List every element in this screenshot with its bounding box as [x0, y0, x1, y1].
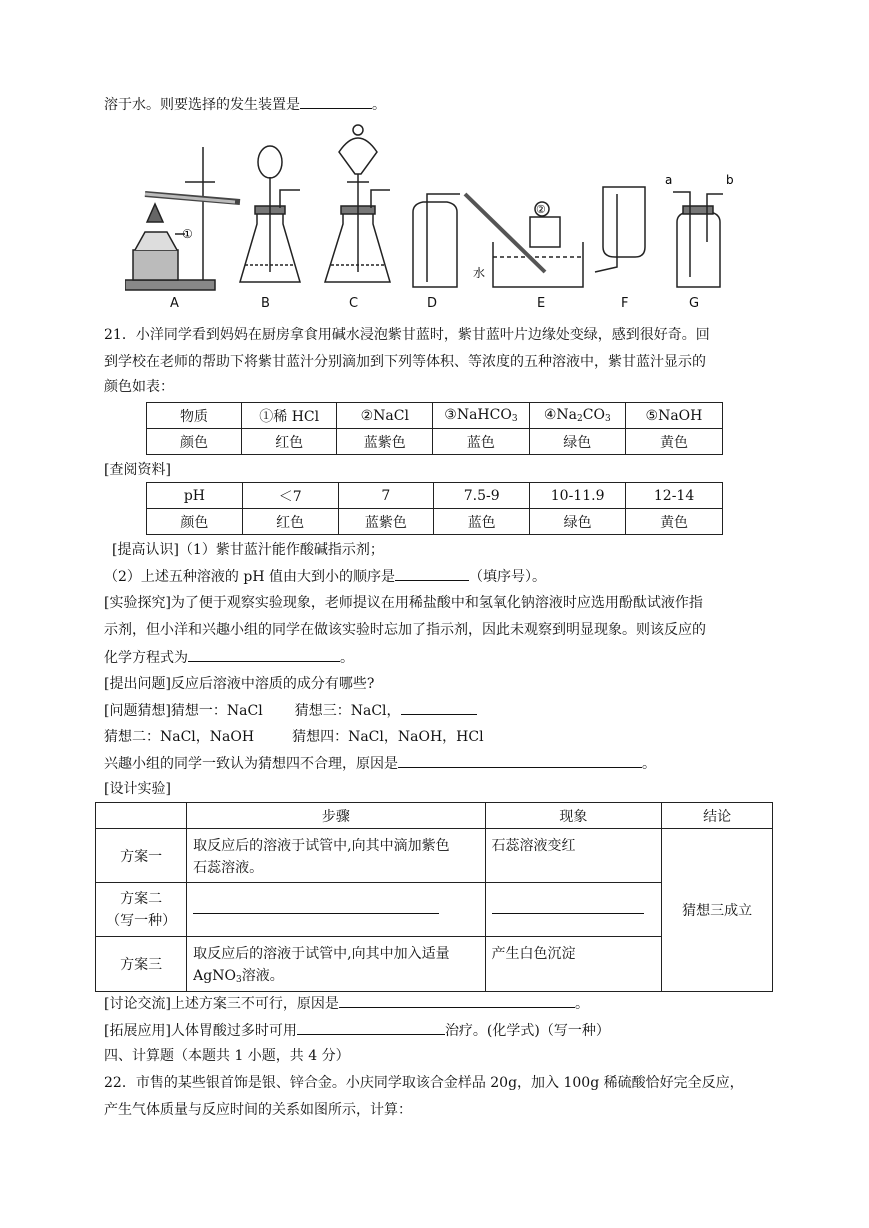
answer-blank [395, 566, 469, 581]
q21-intro-1: 21．小洋同学看到妈妈在厨房拿食用碱水浸泡紫甘蓝时，紫甘蓝叶片边缘处变绿，感到很好奇。回 [104, 327, 710, 343]
section-4-heading: 四、计算题（本题共 1 小题，共 4 分） [104, 1048, 350, 1064]
experiment-design-table [95, 802, 773, 992]
q21-intro-3: 颜色如表： [104, 379, 174, 395]
marker-1: ① [182, 227, 193, 241]
table1-cell: 蓝紫色 [337, 429, 433, 455]
label-b: B [261, 296, 270, 311]
plan-2-label: 方案二 （写一种） [96, 883, 187, 937]
table1-cell: ①稀 HCl [242, 403, 337, 429]
explore-line-2: 示剂，但小洋和兴趣小组的同学在做该实验时忘加了指示剂，因此未观察到明显现象。则该反应的 [104, 622, 706, 638]
table1-cell: 蓝色 [433, 429, 529, 455]
plan-3-step: 取反应后的溶液于试管中,向其中加入适量 AgNO$_3$溶液。 [187, 937, 485, 992]
table2-cell: 黄色 [626, 509, 723, 535]
apparatus-d [413, 194, 460, 287]
extend-line: [拓展应用]人体胃酸过多时可用 治疗。(化学式)（写一种） [104, 1020, 610, 1041]
plan-2-phenomenon [485, 883, 662, 937]
table1-cell: 物质 [147, 403, 242, 429]
plan-3-label: 方案三 [96, 937, 187, 992]
table3-header: 现象 [485, 803, 662, 829]
table1-cell: 绿色 [529, 429, 625, 455]
water-label: 水 [473, 266, 486, 280]
apparatus-b [240, 146, 300, 282]
table2-cell: 颜色 [147, 509, 243, 535]
table2-cell: pH [147, 483, 243, 509]
label-f: F [621, 296, 629, 311]
table1-cell: 颜色 [147, 429, 242, 455]
table2-cell: 7.5-9 [434, 483, 530, 509]
ph-color-table [146, 482, 723, 535]
label-a: A [170, 296, 179, 311]
conclusion-cell: 猜想三成立 [662, 829, 773, 992]
answer-blank [339, 993, 575, 1008]
table2-cell: 12-14 [626, 483, 723, 509]
question-line: [提出问题]反应后溶液中溶质的成分有哪些? [104, 676, 375, 692]
answer-blank [300, 94, 372, 109]
guess-line-1: [问题猜想]猜想一：NaCl 猜想三：NaCl， [104, 700, 477, 721]
insight-line: [提高认识]（1）紫甘蓝汁能作酸碱指示剂； [112, 542, 384, 558]
apparatus-g [673, 192, 723, 287]
reference-title: [查阅资料] [104, 462, 171, 478]
table1-cell: ③NaHCO$_3$ [433, 403, 529, 429]
q22-line-1: 22．市售的某些银首饰是银、锌合金。小庆同学取该合金样品 20g，加入 100g 稀硫酸恰好完全反应， [104, 1075, 744, 1091]
marker-2: ② [536, 203, 546, 216]
label-d: D [427, 296, 438, 311]
table3-header: 步骤 [187, 803, 485, 829]
answer-blank [297, 1020, 445, 1035]
plan-1-phenomenon: 石蕊溶液变红 [485, 829, 662, 883]
answer-blank [193, 899, 439, 914]
table3-header: 结论 [662, 803, 773, 829]
explore-line-3: 化学方程式为 。 [104, 647, 354, 668]
table1-cell: ②NaCl [337, 403, 433, 429]
table1-cell: ⑤NaOH [625, 403, 722, 429]
table1-cell: 红色 [242, 429, 337, 455]
apparatus-c [325, 125, 390, 282]
table2-cell: 蓝紫色 [338, 509, 434, 535]
q21-intro-2: 到学校在老师的帮助下将紫甘蓝汁分别滴加到下列等体积、等浓度的五种溶液中，紫甘蓝汁显示的 [104, 354, 706, 370]
apparatus-figure [125, 122, 745, 297]
explore-line-1: [实验探究]为了便于观察实验现象，老师提议在用稀盐酸中和氢氧化钠溶液时应选用酚酞试液作指 [104, 595, 703, 611]
answer-blank [188, 647, 340, 662]
label-c: C [349, 296, 359, 311]
table1-cell: $④Na_2CO_3$ [529, 403, 625, 429]
plan-2-step [187, 883, 485, 937]
answer-blank [401, 700, 477, 715]
table1-cell: 黄色 [625, 429, 722, 455]
table2-cell: 蓝色 [434, 509, 530, 535]
guess-line-2: 猜想二：NaCl，NaOH 猜想四：NaCl，NaOH，HCl [104, 729, 484, 745]
apparatus-f [595, 187, 645, 272]
plan-3-phenomenon: 产生白色沉淀 [485, 937, 662, 992]
label-e: E [537, 296, 546, 311]
apparatus-a [125, 147, 240, 290]
label-g: G [689, 296, 700, 311]
q22-line-2: 产生气体质量与反应时间的关系如图所示，计算： [104, 1102, 412, 1118]
generator-question-line: 溶于水。则要选择的发生装置是 。 [104, 94, 386, 115]
unreasonable-line: 兴趣小组的同学一致认为猜想四不合理，原因是 。 [104, 753, 656, 774]
port-b-label: b [726, 173, 734, 187]
discuss-line: [讨论交流]上述方案三不可行，原因是 。 [104, 993, 589, 1014]
order-question-line: （2）上述五种溶液的 pH 值由大到小的顺序是 （填序号）。 [104, 566, 546, 587]
answer-blank [398, 753, 642, 768]
table2-cell: 红色 [242, 509, 338, 535]
design-title: [设计实验] [104, 781, 171, 797]
table2-cell: 绿色 [530, 509, 626, 535]
table2-cell: 10-11.9 [530, 483, 626, 509]
table2-cell: 7 [338, 483, 434, 509]
table3-header [96, 803, 187, 829]
table2-cell: ＜7 [242, 483, 338, 509]
plan-1-step: 取反应后的溶液于试管中,向其中滴加紫色 石蕊溶液。 [187, 829, 485, 883]
port-a-label: a [665, 173, 673, 187]
substance-color-table [146, 402, 723, 455]
answer-blank [492, 899, 644, 914]
plan-1-label: 方案一 [96, 829, 187, 883]
